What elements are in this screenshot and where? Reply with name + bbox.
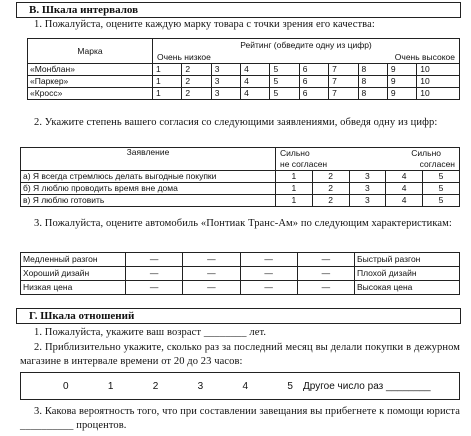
agreement-option[interactable]: 2	[312, 183, 349, 195]
brand-row	[28, 64, 460, 76]
agreement-option[interactable]: 5	[423, 183, 460, 195]
scale-position[interactable]: —	[240, 253, 297, 267]
agreement-option[interactable]: 1	[276, 183, 313, 195]
agreement-table	[20, 147, 460, 207]
rating-option[interactable]: 7	[329, 76, 358, 88]
rating-option[interactable]: 8	[358, 64, 387, 76]
scale-position[interactable]: —	[240, 281, 297, 295]
disagree-label-2: не согласен	[280, 159, 328, 169]
count-option[interactable]: 2	[152, 381, 159, 392]
rating-option[interactable]: 2	[182, 88, 211, 100]
rating-option[interactable]: 9	[387, 76, 416, 88]
col-statement-header: Заявление	[21, 148, 276, 171]
scale-position[interactable]: —	[126, 253, 183, 267]
brand-name: «Монблан»	[28, 64, 153, 76]
rating-option[interactable]: 4	[241, 64, 270, 76]
statement-row	[21, 183, 460, 195]
agree-label-2: согласен	[419, 159, 455, 169]
agreement-option[interactable]: 2	[312, 171, 349, 183]
scale-position[interactable]: —	[183, 281, 240, 295]
rating-option[interactable]: 5	[270, 88, 299, 100]
agreement-option[interactable]: 3	[349, 171, 386, 183]
scale-position[interactable]: —	[126, 267, 183, 281]
rating-option[interactable]: 9	[387, 88, 416, 100]
col-rating-header: Рейтинг (обведите одну из цифр)	[153, 39, 460, 52]
count-option[interactable]: 4	[242, 381, 249, 392]
statement-row	[21, 171, 460, 183]
other-count-field: Другое число раз ________	[303, 381, 431, 392]
agreement-option[interactable]: 3	[349, 183, 386, 195]
right-pole-label: Быстрый разгон	[355, 253, 460, 267]
col-brand-header: Марка	[28, 39, 153, 64]
rating-option[interactable]: 5	[270, 64, 299, 76]
section-b-title: В. Шкала интервалов	[16, 2, 461, 18]
rating-option[interactable]: 4	[241, 88, 270, 100]
left-pole-label: Медленный разгон	[21, 253, 126, 267]
question-g1: 1. Пожалуйста, укажите ваш возраст ________ лет.	[34, 327, 267, 338]
count-option[interactable]: 0	[63, 381, 69, 392]
characteristic-row	[21, 253, 460, 267]
scale-low-label: Очень низкое	[157, 51, 211, 62]
count-option[interactable]: 5	[287, 381, 293, 392]
scale-position[interactable]: —	[297, 281, 354, 295]
semantic-differential-table	[20, 252, 460, 295]
agreement-option[interactable]: 4	[386, 171, 423, 183]
brand-name: «Кросс»	[28, 88, 153, 100]
rating-option[interactable]: 10	[417, 76, 460, 88]
question-b3: 3. Пожалуйста, оцените автомобиль «Понтиак Транс-Ам» по следующим характеристикам:	[34, 218, 452, 229]
agreement-option[interactable]: 1	[276, 171, 313, 183]
left-pole-label: Хороший дизайн	[21, 267, 126, 281]
rating-option[interactable]: 3	[211, 64, 240, 76]
left-pole-label: Низкая цена	[21, 281, 126, 295]
question-b2: 2. Укажите степень вашего согласия со следующими заявлениями, обведя одну из цифр:	[34, 117, 438, 128]
rating-option[interactable]: 3	[211, 76, 240, 88]
rating-option[interactable]: 4	[241, 76, 270, 88]
rating-option[interactable]: 5	[270, 76, 299, 88]
rating-option[interactable]: 3	[211, 88, 240, 100]
statement-text: б) Я люблю проводить время вне дома	[21, 183, 276, 195]
rating-option[interactable]: 8	[358, 76, 387, 88]
statement-text: а) Я всегда стремлюсь делать выгодные покупки	[21, 171, 276, 183]
question-b1: 1. Пожалуйста, оцените каждую марку товара с точки зрения его качества:	[34, 19, 375, 30]
agreement-option[interactable]: 2	[312, 195, 349, 207]
agreement-option[interactable]: 4	[386, 195, 423, 207]
brand-row	[28, 76, 460, 88]
rating-option[interactable]: 1	[153, 88, 182, 100]
question-g3: 3. Какова вероятность того, что при составлении завещания вы прибегнете к помощи юриста __________ процентов.	[20, 406, 460, 431]
right-pole-label: Плохой дизайн	[355, 267, 460, 281]
agreement-option[interactable]: 5	[423, 171, 460, 183]
brand-name: «Паркер»	[28, 76, 153, 88]
rating-option[interactable]: 8	[358, 88, 387, 100]
count-option[interactable]: 1	[107, 381, 114, 392]
rating-option[interactable]: 2	[182, 64, 211, 76]
rating-option[interactable]: 6	[299, 64, 328, 76]
characteristic-row	[21, 267, 460, 281]
agreement-option[interactable]: 4	[386, 183, 423, 195]
agreement-option[interactable]: 3	[349, 195, 386, 207]
rating-option[interactable]: 2	[182, 76, 211, 88]
rating-option[interactable]: 7	[329, 88, 358, 100]
agree-label-1: Сильно	[411, 148, 441, 158]
disagree-label-1: Сильно	[280, 148, 310, 158]
rating-option[interactable]: 1	[153, 64, 182, 76]
scale-position[interactable]: —	[297, 253, 354, 267]
purchase-count-options	[20, 372, 460, 400]
agreement-option[interactable]: 1	[276, 195, 313, 207]
rating-option[interactable]: 9	[387, 64, 416, 76]
rating-option[interactable]: 10	[417, 64, 460, 76]
rating-option[interactable]: 1	[153, 76, 182, 88]
statement-text: в) Я люблю готовить	[21, 195, 276, 207]
count-option[interactable]: 3	[197, 381, 204, 392]
statement-row	[21, 195, 460, 207]
scale-position[interactable]: —	[297, 267, 354, 281]
characteristic-row	[21, 281, 460, 295]
scale-high-label: Очень высокое	[394, 51, 455, 62]
agreement-option[interactable]: 5	[423, 195, 460, 207]
rating-option[interactable]: 7	[329, 64, 358, 76]
scale-position[interactable]: —	[240, 267, 297, 281]
rating-option[interactable]: 10	[417, 88, 460, 100]
right-pole-label: Высокая цена	[355, 281, 460, 295]
rating-option[interactable]: 6	[299, 76, 328, 88]
section-g-title: Г. Шкала отношений	[16, 308, 461, 324]
scale-position[interactable]: —	[183, 253, 240, 267]
question-g2: 2. Приблизительно укажите, сколько раз за последний месяц вы делали покупки в дежурном магазине в интервале времени от 20 до 23 часов:	[20, 342, 460, 367]
scale-position[interactable]: —	[126, 281, 183, 295]
rating-option[interactable]: 6	[299, 88, 328, 100]
brand-row	[28, 88, 460, 100]
brand-rating-table	[27, 38, 460, 100]
scale-position[interactable]: —	[183, 267, 240, 281]
